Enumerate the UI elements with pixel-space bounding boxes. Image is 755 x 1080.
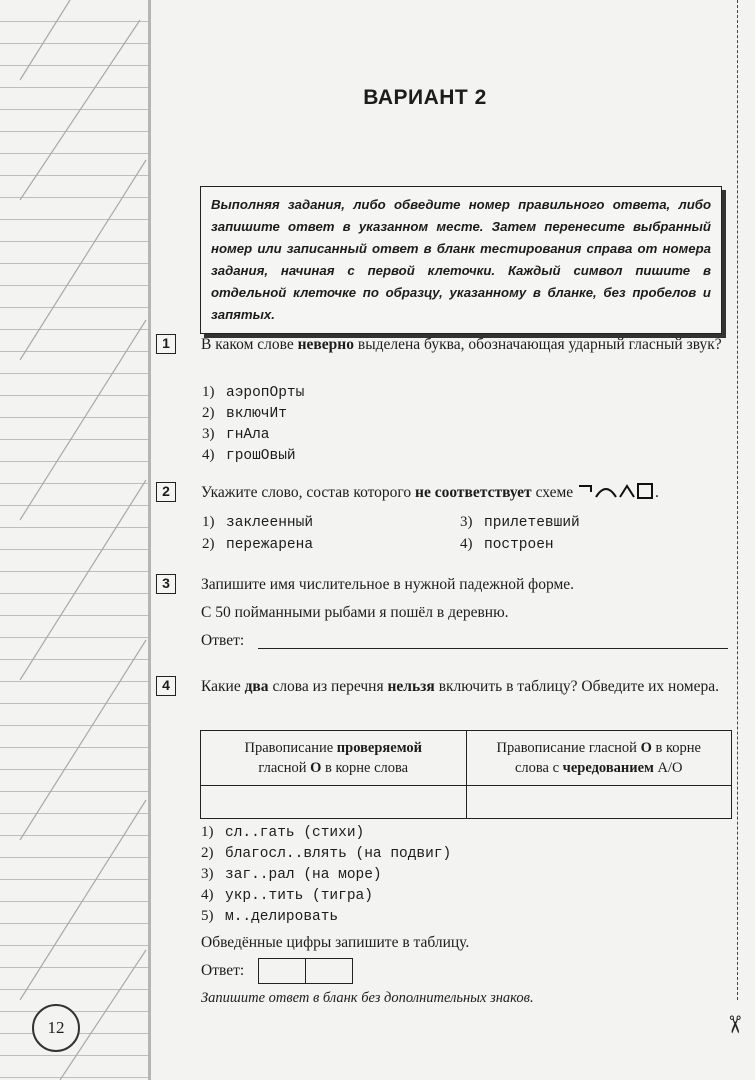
- question-3-sentence: С 50 пойманными рыбами я пошёл в деревню.: [201, 604, 509, 621]
- question-4-option-2[interactable]: 2) благосл..влять (на подвиг): [201, 845, 452, 862]
- question-4-prompt: Какие два слова из перечня нельзя включить в таблицу? Обведите их номера.: [201, 678, 719, 695]
- ruled-margin: [0, 0, 148, 1080]
- question-4-table: [200, 730, 732, 819]
- question-2-number: 2: [156, 482, 176, 502]
- variant-title: ВАРИАНТ 2: [363, 86, 487, 109]
- question-4-answer-cells[interactable]: [258, 958, 353, 984]
- table-cell-col1[interactable]: [201, 786, 467, 819]
- question-4-number: 4: [156, 676, 176, 696]
- question-4-footnote: Запишите ответ в бланк без дополнительных знаков.: [201, 990, 534, 1006]
- question-1-option-3[interactable]: 3) гнАла: [202, 426, 270, 443]
- question-1-number: 1: [156, 334, 176, 354]
- question-4-option-3[interactable]: 3) заг..рал (на море): [201, 866, 382, 883]
- question-2-option-3[interactable]: 3) прилетевший: [460, 514, 580, 531]
- question-2-prompt: Укажите слово, состав которого не соответствует схеме .: [201, 484, 659, 501]
- question-3-answer-field[interactable]: [258, 648, 728, 649]
- question-2-option-1[interactable]: 1) заклеенный: [202, 514, 314, 531]
- question-1-prompt: В каком слове неверно выделена буква, обозначающая ударный гласный звук?: [201, 336, 722, 353]
- question-1-option-2[interactable]: 2) включИт: [202, 405, 287, 422]
- question-2-option-4[interactable]: 4) построен: [460, 536, 554, 553]
- table-header-col2: Правописание гласной О в корне слова с чередованием А/О: [466, 731, 732, 786]
- question-3-prompt: Запишите имя числительное в нужной падежной форме.: [201, 576, 575, 593]
- question-4-answer-label: Ответ:: [201, 962, 245, 979]
- question-1-option-1[interactable]: 1) аэропОрты: [202, 384, 305, 401]
- scissors-icon: ✂: [720, 1014, 747, 1035]
- table-cell-col2[interactable]: [466, 786, 732, 819]
- morpheme-scheme-icon: [577, 482, 655, 500]
- question-4-table-note: Обведённые цифры запишите в таблицу.: [201, 934, 470, 951]
- page-number: 12: [32, 1004, 80, 1052]
- table-header-col1: Правописание проверяемой гласной О в корне слова: [201, 731, 467, 786]
- instruction-box: Выполняя задания, либо обведите номер правильного ответа, либо запишите ответ в указанном месте. Затем перенесите выбранный номер или записанный ответ в бланк тестирования справа от номера задания, начиная с первой клеточки. Каждый символ пишите в отдельной клеточке по образцу, указанному в бланке, без пробелов и запятых.: [200, 186, 722, 334]
- question-3-answer-label: Ответ:: [201, 632, 245, 649]
- question-3-number: 3: [156, 574, 176, 594]
- question-4-option-1[interactable]: 1) сл..гать (стихи): [201, 824, 365, 841]
- question-2-option-2[interactable]: 2) пережарена: [202, 536, 314, 553]
- margin-slant-lines: [0, 0, 148, 1080]
- question-1-option-4[interactable]: 4) грошОвый: [202, 447, 296, 464]
- margin-border-line: [148, 0, 151, 1080]
- question-4-option-4[interactable]: 4) укр..тить (тигра): [201, 887, 373, 904]
- answer-cell-1[interactable]: [258, 958, 306, 984]
- cut-dashed-line: [737, 0, 738, 1000]
- question-4-option-5[interactable]: 5) м..делировать: [201, 908, 339, 925]
- answer-cell-2[interactable]: [306, 958, 353, 984]
